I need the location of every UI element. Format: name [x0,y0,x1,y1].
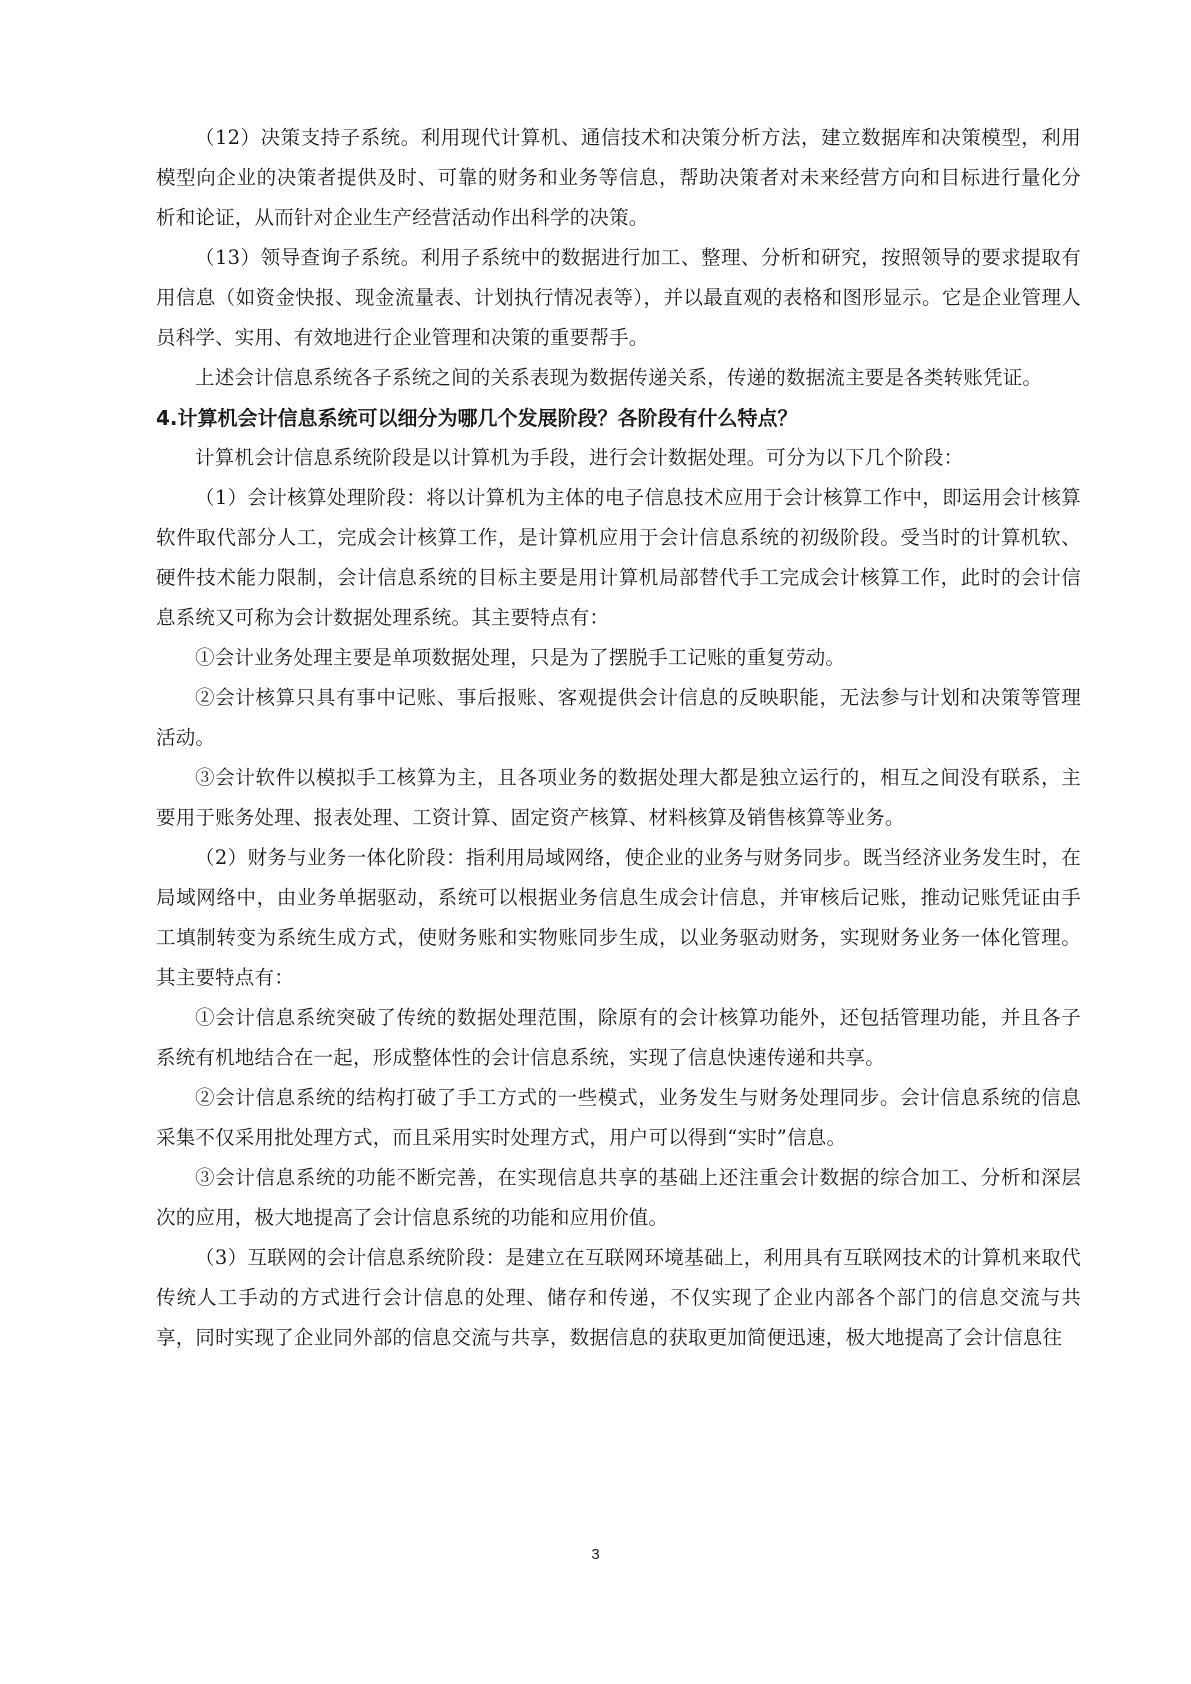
paragraph-subsystem-relations: 上述会计信息系统各子系统之间的关系表现为数据传递关系，传递的数据流主要是各类转账凭证。 [195,366,1043,389]
list-item-stage-1-feature-1: ①会计业务处理主要是单项数据处理，只是为了摆脱手工记账的重复劳动。 [195,646,846,669]
paragraph-stages-intro: 计算机会计信息系统阶段是以计算机为手段，进行会计数据处理。可分为以下几个阶段： [195,446,964,469]
list-item-stage-2-feature-2: ②会计信息系统的结构打破了手工方式的一些模式，业务发生与财务处理同步。会计信息系统的信息采集不仅采用批处理方式，而且采用实时处理方式，用户可以得到“实时”信息。 [156,1086,1081,1149]
paragraph-stage-3: （3）互联网的会计信息系统阶段：是建立在互联网环境基础上，利用具有互联网技术的计算机来取代传统人工手动的方式进行会计信息的处理、储存和传递，不仅实现了企业内部各个部门的信息交流与共享，同时实现了企业同外部的信息交流与共享，数据信息的获取更加简便迅速，极大地提高了会计信息往 [156,1246,1081,1349]
paragraph-stage-2: （2）财务与业务一体化阶段：指利用局域网络，使企业的业务与财务同步。既当经济业务发生时，在局域网络中，由业务单据驱动，系统可以根据业务信息生成会计信息，并审核后记账，推动记账凭证由手工填制转变为系统生成方式，使财务账和实物账同步生成，以业务驱动财务，实现财务业务一体化管理。其主要特点有： [156,846,1081,989]
page-number: 3 [591,1546,600,1563]
section-heading: 4.计算机会计信息系统可以细分为哪几个发展阶段？各阶段有什么特点？ [156,406,798,430]
paragraph-stage-1: （1）会计核算处理阶段：将以计算机为主体的电子信息技术应用于会计核算工作中，即运用会计核算软件取代部分人工，完成会计核算工作，是计算机应用于会计信息系统的初级阶段。受当时的计算机软、硬件技术能力限制，会计信息系统的目标主要是用计算机局部替代手工完成会计核算工作，此时的会计信息系统又可称为会计数据处理系统。其主要特点有： [156,486,1081,629]
page-body [156,118,1081,1358]
paragraph-leadership-query: （13）领导查询子系统。利用子系统中的数据进行加工、整理、分析和研究，按照领导的要求提取有用信息（如资金快报、现金流量表、计划执行情况表等），并以最直观的表格和图形显示。它是企业管理人员科学、实用、有效地进行企业管理和决策的重要帮手。 [156,246,1081,349]
list-item-stage-1-feature-2: ②会计核算只具有事中记账、事后报账、客观提供会计信息的反映职能，无法参与计划和决策等管理活动。 [156,686,1081,749]
list-item-stage-1-feature-3: ③会计软件以模拟手工核算为主，且各项业务的数据处理大都是独立运行的，相互之间没有联系，主要用于账务处理、报表处理、工资计算、固定资产核算、材料核算及销售核算等业务。 [156,766,1081,829]
list-item-stage-2-feature-1: ①会计信息系统突破了传统的数据处理范围，除原有的会计核算功能外，还包括管理功能，并且各子系统有机地结合在一起，形成整体性的会计信息系统，实现了信息快速传递和共享。 [156,1006,1081,1069]
paragraph-decision-support: （12）决策支持子系统。利用现代计算机、通信技术和决策分析方法，建立数据库和决策模型，利用模型向企业的决策者提供及时、可靠的财务和业务等信息，帮助决策者对未来经营方向和目标进行量化分析和论证，从而针对企业生产经营活动作出科学的决策。 [156,126,1081,229]
list-item-stage-2-feature-3: ③会计信息系统的功能不断完善，在实现信息共享的基础上还注重会计数据的综合加工、分析和深层次的应用，极大地提高了会计信息系统的功能和应用价值。 [156,1166,1081,1229]
